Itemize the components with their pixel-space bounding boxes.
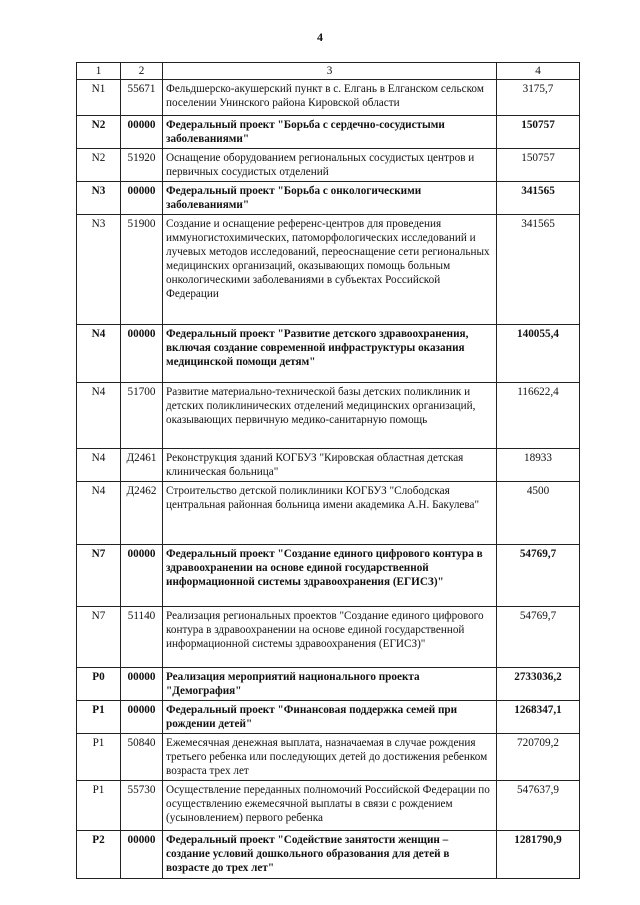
- row-subcode: 55671: [121, 80, 163, 116]
- table-row: [77, 149, 580, 182]
- row-subcode: 00000: [121, 325, 163, 383]
- row-amount: 341565: [497, 215, 580, 325]
- row-code: N7: [77, 545, 121, 607]
- table-row: [77, 734, 580, 781]
- row-amount: 18933: [497, 449, 580, 482]
- row-amount: 2733036,2: [497, 668, 580, 701]
- row-description: Развитие материально-технической базы детских поликлиник и детских поликлинических отделений медицинских организаций, оказывающих первичную медико-санитарную помощь: [163, 383, 497, 449]
- row-subcode: 55730: [121, 781, 163, 831]
- row-amount: 150757: [497, 149, 580, 182]
- row-amount: 150757: [497, 116, 580, 149]
- row-subcode: 51920: [121, 149, 163, 182]
- row-description: Реконструкция зданий КОГБУЗ "Кировская областная детская клиническая больница": [163, 449, 497, 482]
- row-description: Фельдшерско-акушерский пункт в с. Елгань в Елганском сельском поселении Унинского района Кировской области: [163, 80, 497, 116]
- row-amount: 3175,7: [497, 80, 580, 116]
- table-row: [77, 325, 580, 383]
- row-description: Федеральный проект "Создание единого цифрового контура в здравоохранении на основе единой государственной информационной системы здравоохранения (ЕГИСЗ)": [163, 545, 497, 607]
- row-description: Федеральный проект "Развитие детского здравоохранения, включая создание современной инфраструктуры оказания медицинской помощи детям": [163, 325, 497, 383]
- row-code: N3: [77, 182, 121, 215]
- row-code: P1: [77, 781, 121, 831]
- row-amount: 4500: [497, 482, 580, 545]
- table-row: [77, 482, 580, 545]
- row-subcode: 51900: [121, 215, 163, 325]
- table-row: [77, 831, 580, 879]
- row-subcode: 00000: [121, 182, 163, 215]
- row-description: Реализация региональных проектов "Создание единого цифрового контура в здравоохранении на основе единой государственной информационной системы здравоохранения (ЕГИСЗ)": [163, 607, 497, 668]
- table-header-row: [77, 63, 580, 80]
- budget-table: [76, 62, 580, 879]
- row-subcode: 50840: [121, 734, 163, 781]
- header-col-1: 1: [77, 63, 121, 80]
- row-code: N3: [77, 215, 121, 325]
- row-code: N1: [77, 80, 121, 116]
- row-subcode: 00000: [121, 116, 163, 149]
- row-description: Ежемесячная денежная выплата, назначаемая в случае рождения третьего ребенка или последующих детей до достижения ребенком возраста трех лет: [163, 734, 497, 781]
- row-subcode: 00000: [121, 701, 163, 734]
- row-code: P1: [77, 701, 121, 734]
- row-amount: 54769,7: [497, 545, 580, 607]
- table-row: [77, 80, 580, 116]
- page-number: 4: [317, 30, 323, 44]
- row-code: N2: [77, 116, 121, 149]
- row-code: P2: [77, 831, 121, 879]
- row-amount: 54769,7: [497, 607, 580, 668]
- table-row: [77, 781, 580, 831]
- table-row: [77, 449, 580, 482]
- row-code: P0: [77, 668, 121, 701]
- row-code: P1: [77, 734, 121, 781]
- table-row: [77, 182, 580, 215]
- row-amount: 140055,4: [497, 325, 580, 383]
- table-row: [77, 607, 580, 668]
- row-code: N2: [77, 149, 121, 182]
- row-description: Федеральный проект "Борьба с сердечно-сосудистыми заболеваниями": [163, 116, 497, 149]
- row-description: Федеральный проект "Финансовая поддержка семей при рождении детей": [163, 701, 497, 734]
- row-description: Осуществление переданных полномочий Российской Федерации по осуществлению ежемесячной выплаты в связи с рождением (усыновлением) первого ребенка: [163, 781, 497, 831]
- row-subcode: Д2461: [121, 449, 163, 482]
- row-code: N4: [77, 325, 121, 383]
- table-row: [77, 545, 580, 607]
- row-code: N4: [77, 449, 121, 482]
- row-description: Строительство детской поликлиники КОГБУЗ "Слободская центральная районная больница имени академика А.Н. Бакулева": [163, 482, 497, 545]
- row-amount: 116622,4: [497, 383, 580, 449]
- row-code: N4: [77, 482, 121, 545]
- row-subcode: 00000: [121, 545, 163, 607]
- table-row: [77, 215, 580, 325]
- row-amount: 720709,2: [497, 734, 580, 781]
- row-description: Создание и оснащение референс-центров для проведения иммуногистохимических, патоморфологических исследований и лучевых методов исследований, переоснащение сети региональных медицинских организаций, оказывающих помощь больным онкологическими заболеваниями в субъектах Российской Федерации: [163, 215, 497, 325]
- row-code: N7: [77, 607, 121, 668]
- row-description: Федеральный проект "Содействие занятости женщин – создание условий дошкольного образования для детей в возрасте до трех лет": [163, 831, 497, 879]
- row-amount: 1281790,9: [497, 831, 580, 879]
- table-row: [77, 668, 580, 701]
- row-description: Оснащение оборудованием региональных сосудистых центров и первичных сосудистых отделений: [163, 149, 497, 182]
- header-col-4: 4: [497, 63, 580, 80]
- header-col-2: 2: [121, 63, 163, 80]
- row-amount: 547637,9: [497, 781, 580, 831]
- row-subcode: 51140: [121, 607, 163, 668]
- row-code: N4: [77, 383, 121, 449]
- header-col-3: 3: [163, 63, 497, 80]
- row-amount: 341565: [497, 182, 580, 215]
- row-subcode: 00000: [121, 668, 163, 701]
- row-subcode: 51700: [121, 383, 163, 449]
- table-row: [77, 701, 580, 734]
- table-row: [77, 116, 580, 149]
- row-subcode: Д2462: [121, 482, 163, 545]
- row-subcode: 00000: [121, 831, 163, 879]
- row-description: Федеральный проект "Борьба с онкологическими заболеваниями": [163, 182, 497, 215]
- row-amount: 1268347,1: [497, 701, 580, 734]
- row-description: Реализация мероприятий национального проекта "Демография": [163, 668, 497, 701]
- table-row: [77, 383, 580, 449]
